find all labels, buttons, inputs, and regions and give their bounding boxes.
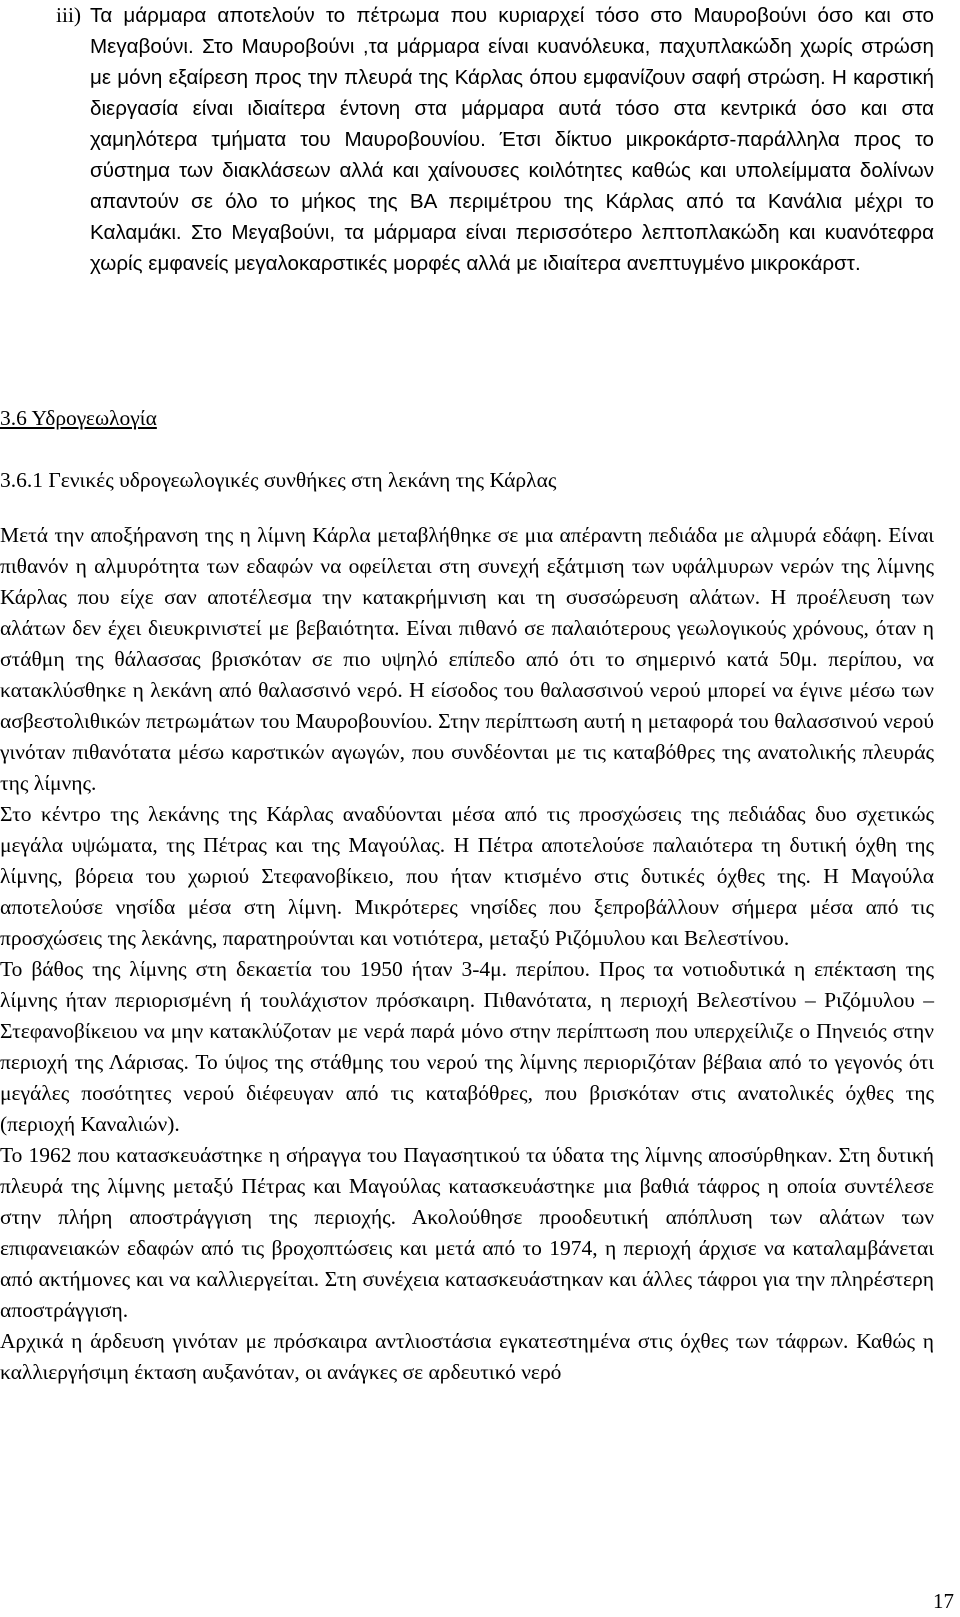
- paragraph: Το βάθος της λίμνης στη δεκαετία του 1950 ήταν 3-4μ. περίπου. Προς τα νοτιοδυτικά η επέκταση της λίμνης ήταν περιορισμένη ή τουλάχιστον πρόσκαιρη. Πιθανότατα, η περιοχή Βελεστίνου – Ριζόμυλου – Στεφανοβίκειου να μην κατακλύζοταν με νερά παρά μόνο στην περίπτωση που υπερχείλιζε ο Πηνειός στην περιοχή της Λάρισας. Το ύψος της στάθμης του νερού της λίμνης περιοριζόταν βέβαια από το γεγονός ότι μεγάλες ποσότητες νερού διέφευγαν από τις καταβόθρες, που βρισκόταν στις ανατολικές όχθες της (περιοχή Καναλιών).: [0, 957, 934, 1136]
- list-marker: iii): [56, 3, 82, 27]
- paragraph: Μετά την αποξήρανση της η λίμνη Κάρλα μεταβλήθηκε σε μια απέραντη πεδιάδα με αλμυρά εδάφη. Είναι πιθανόν η αλμυρότητα των εδαφών να οφείλεται στη συνεχή εξάτμιση των υφάλμυρων νερών της λίμνης Κάρλας που είχε σαν αποτέλεσμα την κατακρήμνιση και τη συσσώρευση αλάτων. Η προέλευση των αλάτων δεν έχει διευκρινιστεί με βεβαιότητα. Είναι πιθανό σε παλαιότερους γεωλογικούς χρόνους, όταν η στάθμη της θάλασσας βρισκόταν σε πιο υψηλό επίπεδο από ότι το σημερινό κατά 50μ. περίπου, να κατακλύσθηκε η λεκάνη από θαλασσινό νερό. Η είσοδος του θαλασσινού νερού μπορεί να έγινε μέσω των ασβεστολιθικών πετρωμάτων του Μαυροβουνίου. Στην περίπτωση αυτή η μεταφορά του θαλασσινού νερού γινόταν πιθανότατα μέσω καρστικών αγωγών, που συνδέονται με τις καταβόθρες της ανατολικής πλευράς της λίμνης.: [0, 523, 934, 795]
- section-heading: 3.6 Υδρογεωλογία: [0, 406, 157, 430]
- subsection-heading: 3.6.1 Γενικές υδρογεωλογικές συνθήκες στη λεκάνη της Κάρλας: [0, 468, 557, 492]
- paragraph: Στο κέντρο της λεκάνης της Κάρλας αναδύονται μέσα από τις προσχώσεις της πεδιάδας δυο σχετικώς μεγάλα υψώματα, της Πέτρας και της Μαγούλας. Η Πέτρα αποτελούσε παλαιότερα τη δυτική όχθη της λίμνης, βόρεια του χωριού Στεφανοβίκειο, που ήταν κτισμένο στις δυτικές όχθες της. Η Μαγούλα αποτελούσε νησίδα μέσα στη λίμνη. Μικρότερες νησίδες που ξεπροβάλλουν σήμερα μέσα από τις προσχώσεις της λεκάνης, παρατηρούνται και νοτιότερα, μεταξύ Ριζόμυλου και Βελεστίνου.: [0, 802, 934, 950]
- body-text: [0, 520, 934, 1388]
- list-item-text: Τα μάρμαρα αποτελούν το πέτρωμα που κυριαρχεί τόσο στο Μαυροβούνι όσο και στο Μεγαβούνι. Στο Μαυροβούνι ,τα μάρμαρα είναι κυανόλευκα, παχυπλακώδη χωρίς στρώση με μόνη εξαίρεση προς την πλευρά της Κάρλας όπου εμφανίζουν σαφή στρώση. Η καρστική διεργασία είναι ιδιαίτερα έντονη στα μάρμαρα αυτά τόσο στα κεντρικά όσο και στα χαμηλότερα τμήματα του Μαυροβουνίου. Έτσι δίκτυο μικροκάρτσ-παράλληλα προς το σύστημα των διακλάσεων αλλά και χαίνουσες κοιλότητες καθώς και υπολείμματα δολίνων απαντούν σε όλο το μήκος της ΒΑ περιμέτρου της Κάρλας από τα Κανάλια μέχρι το Καλαμάκι. Στο Μεγαβούνι, τα μάρμαρα είναι περισσότερο λεπτοπλακώδη και κυανότεφρα χωρίς εμφανείς μεγαλοκαρστικές μορφές αλλά με ιδιαίτερα ανεπτυγμένο μικροκάρστ.: [90, 4, 934, 275]
- paragraph: Αρχικά η άρδευση γινόταν με πρόσκαιρα αντλιοστάσια εγκατεστημένα στις όχθες των τάφρων. Καθώς η καλλιεργήσιμη έκταση αυξανόταν, οι ανάγκες σε αρδευτικό νερό: [0, 1329, 934, 1384]
- page-number: 17: [933, 1589, 954, 1613]
- list-item-iii: [56, 0, 934, 279]
- paragraph: Το 1962 που κατασκευάστηκε η σήραγγα του Παγασητικού τα ύδατα της λίμνης αποσύρθηκαν. Στη δυτική πλευρά της λίμνης μεταξύ Πέτρας και Μαγούλας κατασκευάστηκε μια βαθιά τάφρος η οποία συντέλεσε στην πλήρη αποστράγγιση της περιοχής. Ακολούθησε προοδευτική απόπλυση των αλάτων των επιφανειακών εδαφών από τις βροχοπτώσεις και μετά από το 1974, η περιοχή άρχισε να καταλαμβάνεται από ακτήμονες και να καλλιεργείται. Στη συνέχεια κατασκευάστηκαν και άλλες τάφροι για την πληρέστερη αποστράγγιση.: [0, 1143, 934, 1322]
